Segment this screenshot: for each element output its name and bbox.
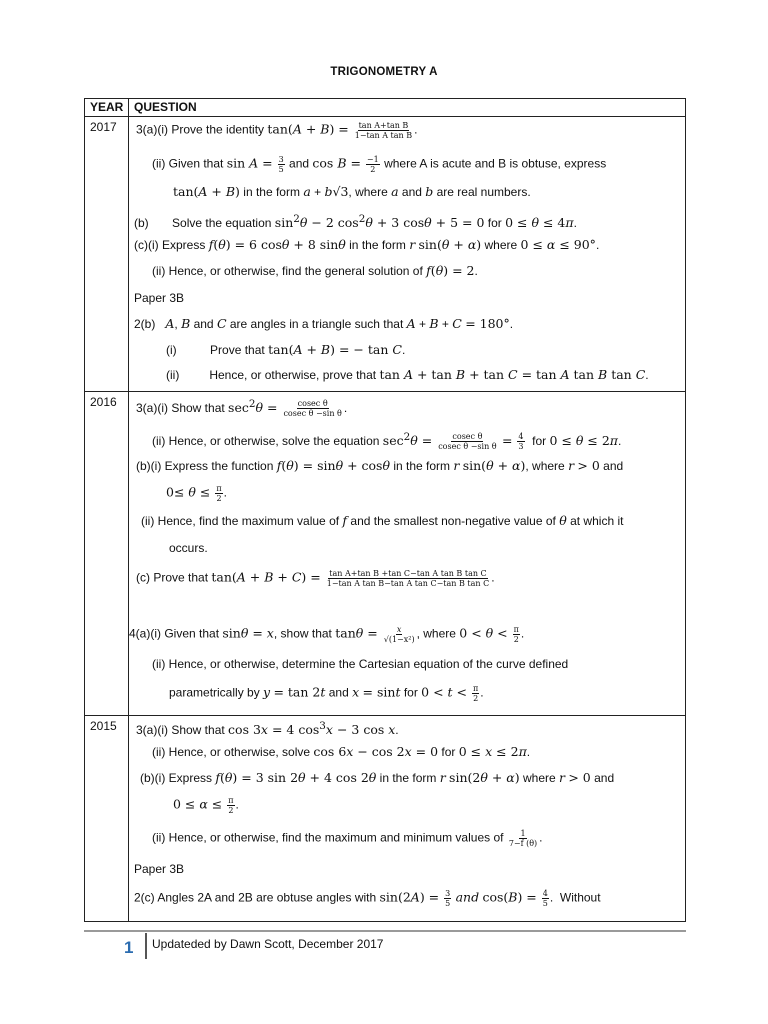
footer-divider bbox=[145, 933, 147, 959]
question-line: (ii) Given that sin A = $\frac{3}{5}$ and cos B = $\frac{-1}{2}$ where A is acute and B is obtuse, express bbox=[152, 155, 607, 174]
question-line: tan(A + B) in the form a + b√3, where a and b are real numbers. bbox=[173, 184, 531, 199]
question-line: (ii) Hence, or otherwise, find the maximum and minimum values of $\frac{1}{7-f (\theta)}$ . bbox=[152, 829, 543, 848]
footer-rule bbox=[84, 930, 686, 932]
table-row bbox=[85, 716, 686, 922]
question-line: 3(a)(i) Prove the identity tan(A + B) = $\frac{\text{tan A+tan B}}{\text{1−tan A tan B}}$ . bbox=[136, 121, 418, 140]
question-line: (ii) Hence, or otherwise, solve the equation $\sec^2\theta$ = $\frac{\text{cosec θ}}{\text{cosec θ −sin θ}}$ = $\frac{4}{3}$ for 0 ≤ θ ≤ 2π. bbox=[152, 431, 622, 452]
question-line: (ii) Hence, or otherwise, determine the Cartesian equation of the curve defined bbox=[152, 657, 569, 671]
question-line: (ii) Hence, find the maximum value of f and the smallest non-negative value of θ at which it bbox=[141, 513, 624, 528]
year-cell: 2017 bbox=[85, 117, 129, 392]
page-title: TRIGONOMETRY A bbox=[330, 66, 438, 78]
questions-table bbox=[84, 98, 686, 922]
question-line: 3(a)(i) Show that $\sec^2\theta$ = $\frac{\text{cosec θ}}{\text{cosec θ −sin θ}}$ . bbox=[136, 398, 348, 419]
question-header: QUESTION bbox=[129, 99, 686, 117]
question-line: Paper 3B bbox=[134, 291, 185, 305]
question-line: (b) Solve the equation $\sin^2\theta - 2$ $\cos^2\theta + 3$ cosθ + 5 = 0 for 0 ≤ θ ≤ 4π. bbox=[134, 213, 577, 231]
question-line: Paper 3B bbox=[134, 862, 185, 876]
question-line: occurs. bbox=[169, 541, 208, 555]
question-line: (b)(i) Express the function f(θ) = sinθ + cosθ in the form r sin(θ + α), where r > 0 and bbox=[136, 458, 624, 473]
question-line: 0 ≤ α ≤ $\frac{\pi}{2}$ . bbox=[173, 796, 239, 815]
question-line: 2(b) A, B and C are angles in a triangle such that A + B + C = 180°. bbox=[134, 316, 514, 331]
footer-text: Updateded by Dawn Scott, December 2017 bbox=[152, 937, 384, 951]
question-line: (ii) Hence, or otherwise, find the general solution of f(θ) = 2. bbox=[152, 263, 478, 278]
year-header: YEAR bbox=[85, 99, 129, 117]
question-line: parametrically by y = tan 2t and x = sint for 0 < t < $\frac{\pi}{2}$ . bbox=[169, 684, 484, 703]
question-line: (c) Prove that tan(A + B + C) = $\frac{\text{tan A+tan B +tan C−tan A tan B tan C}}{\text{1−tan A tan B−tan A tan C−tan B tan C}}$ . bbox=[136, 569, 495, 588]
question-line: 0≤ θ ≤ $\frac{\pi}{2}$ . bbox=[166, 484, 227, 503]
question-line: (c)(i) Express f(θ) = 6 cosθ + 8 sinθ in the form r sin(θ + α) where 0 ≤ α ≤ 90°. bbox=[134, 237, 600, 252]
table-row bbox=[85, 117, 686, 392]
page-number: 1 bbox=[124, 938, 134, 957]
question-line: (ii) Hence, or otherwise, prove that tan A + tan B + tan C = tan A tan B tan C. bbox=[166, 367, 649, 382]
table-header-row bbox=[85, 99, 686, 117]
question-cell bbox=[129, 716, 686, 922]
question-cell bbox=[129, 392, 686, 716]
question-line: 2(c) Angles 2A and 2B are obtuse angles with sin(2A) = $\frac{3}{5}$ and cos(B) = $\frac{4}{5}$ . Without bbox=[134, 889, 601, 908]
year-cell: 2015 bbox=[85, 716, 129, 922]
question-line: 4(a)(i) Given that sinθ = x, show that tanθ = $\frac{x}{\text{√(1−x²)}}$ , where 0 < θ < $\frac{\pi}{2}$ . bbox=[129, 625, 525, 644]
table-row bbox=[85, 392, 686, 716]
question-cell bbox=[129, 117, 686, 392]
question-line: 3(a)(i) Show that cos 3x = 4 $\cos^3x - 3$ cos x. bbox=[136, 720, 399, 738]
year-cell: 2016 bbox=[85, 392, 129, 716]
question-line: (i) Prove that tan(A + B) = − tan C. bbox=[166, 342, 406, 357]
question-line: (ii) Hence, or otherwise, solve cos 6x − cos 2x = 0 for 0 ≤ x ≤ 2π. bbox=[152, 744, 531, 759]
question-line: (b)(i) Express f(θ) = 3 sin 2θ + 4 cos 2θ in the form r sin(2θ + α) where r > 0 and bbox=[140, 770, 615, 785]
